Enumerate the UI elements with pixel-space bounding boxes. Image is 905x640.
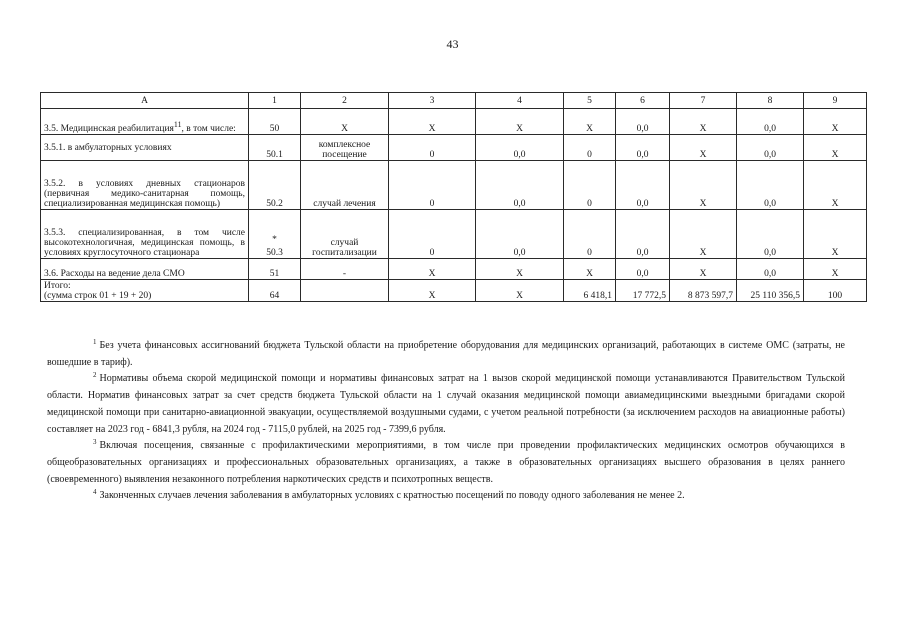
table-row [41,259,867,280]
table-cell: 6 418,1 [564,280,616,302]
footnote-text: Без учета финансовых ассигнований бюджета Тульской области на приобретение оборудования для медицинских организаций, работающих в системе ОМС (затраты, не вошедшие в тариф). [47,340,845,368]
table-cell: Х [564,259,616,280]
table-cell [301,280,389,302]
table-cell: Х [804,161,867,210]
table-row [41,135,867,161]
row-description: 3.6. Расходы на ведение дела СМО [41,259,249,280]
row-description: 3.5. Медицинская реабилитация$^{11}$, в том числе: [41,109,249,135]
table-cell: Х [476,109,564,135]
table-cell: Х [476,259,564,280]
table-cell: Х [804,259,867,280]
column-header: 6 [616,93,670,109]
table-cell: 0,0 [476,135,564,161]
row-description: 3.5.2. в условиях дневных стационаров (первичная медико-санитарная помощь, специализированная медицинская помощь) [41,161,249,210]
footnote-ref: 11 [173,119,182,129]
table-cell: Х [389,280,476,302]
table-cell: 8 873 597,7 [670,280,737,302]
column-header: 4 [476,93,564,109]
column-header: 9 [804,93,867,109]
row-code: 50 [249,109,301,135]
footnote-number: 4 [93,488,97,496]
table-cell: 0 [564,210,616,259]
table-cell: 0 [389,135,476,161]
table-cell: Х [804,109,867,135]
table-cell: Х [670,135,737,161]
table-cell: 0 [389,210,476,259]
column-header: 8 [737,93,804,109]
table-cell: 0,0 [737,135,804,161]
table-header-row [41,93,867,109]
footnote [47,338,845,371]
table-cell: Х [670,109,737,135]
page-number: 43 [446,37,459,51]
service-unit: случай госпитализации [301,210,389,259]
table-row [41,161,867,210]
column-header: 5 [564,93,616,109]
row-code: * 50.3 [249,210,301,259]
column-header: 3 [389,93,476,109]
table-cell: 0 [389,161,476,210]
table-cell: 0,0 [737,259,804,280]
table-cell: 0,0 [616,135,670,161]
footnote [47,438,845,488]
table-cell: 0,0 [476,210,564,259]
table-cell: 0,0 [737,161,804,210]
table-cell: Х [804,210,867,259]
table-cell: Х [670,259,737,280]
table-cell: 0 [564,135,616,161]
footnote-text: Включая посещения, связанные с профилактическими мероприятиями, в том числе при проведении профилактических медицинских осмотров обучающихся в общеобразовательных организациях и профессиональных образовательных организациях, а также в образовательных организациях высшего образования в целях раннего (своевременного) выявления незаконного потребления наркотических средств и психотропных веществ. [47,440,845,485]
row-code: 50.1 [249,135,301,161]
table-cell: Х [301,109,389,135]
footnote [47,488,845,505]
table-cell: 0,0 [616,210,670,259]
row-description: 3.5.1. в амбулаторных условиях [41,135,249,161]
row-description: Итого: (сумма строк 01 + 19 + 20) [41,280,249,302]
table-cell: Х [670,161,737,210]
footnote-number: 3 [93,437,97,446]
table-row [41,210,867,259]
service-unit: комплексное посещение [301,135,389,161]
table-cell: 0,0 [737,109,804,135]
table-cell: 0,0 [616,259,670,280]
footnote-text: Нормативы объема скорой медицинской помощи и нормативы финансовых затрат на 1 вызов скорой медицинской помощи устанавливаются Правительством Тульской области. Норматив финансовых затрат за счет средств бюджета Тульской области на 1 случай оказания медицинской помощи авиамедицинскими выездными бригадами скорой медицинской помощи при санитарно-авиационной эвакуации, осуществляемой воздушными судами, с учетом реальной потребности (за исключением расходов на авиационные работы) составляет на 2023 год - 6841,3 рубля, на 2024 год - 7115,0 рублей, на 2025 год - 7399,6 рубля. [47,373,845,435]
table-cell: - [301,259,389,280]
table-cell: 0,0 [737,210,804,259]
footnote [47,371,845,438]
footnotes [47,338,845,505]
column-header: 1 [249,93,301,109]
financing-table [40,92,867,302]
table-cell: 0,0 [616,109,670,135]
table-cell: Х [670,210,737,259]
table-row [41,109,867,135]
table-cell: Х [804,135,867,161]
row-code: 64 [249,280,301,302]
footnote-number: 2 [93,371,97,380]
table-cell: Х [564,109,616,135]
column-header: 7 [670,93,737,109]
row-code: 51 [249,259,301,280]
table-cell: Х [389,259,476,280]
asterisk-mark: * [272,235,277,245]
table-cell: 17 772,5 [616,280,670,302]
column-header: 2 [301,93,389,109]
footnote-number: 1 [93,337,97,346]
service-unit: случай лечения [301,161,389,210]
table-cell: Х [476,280,564,302]
table-row-total [41,280,867,302]
table-cell: Х [389,109,476,135]
table-cell: 0,0 [616,161,670,210]
table-cell: 100 [804,280,867,302]
column-header: А [41,93,249,109]
row-code: 50.2 [249,161,301,210]
table-cell: 0 [564,161,616,210]
footnote-text: Законченных случаев лечения заболевания в амбулаторных условиях с кратностью посещений по поводу одного заболевания не менее 2. [99,490,685,502]
row-description: 3.5.3. специализированная, в том числе высокотехнологичная, медицинская помощь, в условиях круглосуточного стационара [41,210,249,259]
table-cell: 0,0 [476,161,564,210]
table-cell: 25 110 356,5 [737,280,804,302]
